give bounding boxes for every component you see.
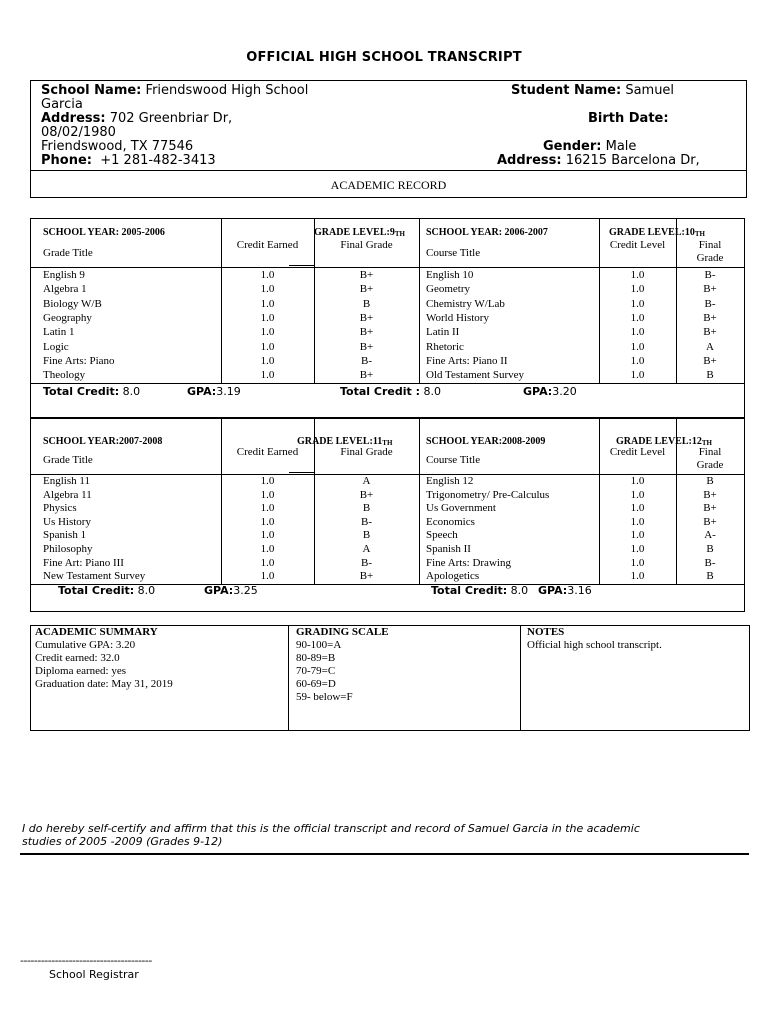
gpa <box>523 385 577 398</box>
school-phone-line <box>41 154 216 168</box>
gpa-label: GPA: <box>187 385 217 398</box>
course-credit: 1.0 <box>260 515 275 528</box>
column-header-credit: Credit Level <box>609 239 666 251</box>
course-grade: B <box>362 297 371 310</box>
summary-divider <box>288 626 289 730</box>
course-grade: A <box>362 543 371 555</box>
row-divider <box>289 472 314 473</box>
course-credit: 1.0 <box>260 556 275 569</box>
gpa-value: 3.19 <box>216 385 241 398</box>
page-title: OFFICIAL HIGH SCHOOL TRANSCRIPT <box>246 50 522 65</box>
grade-level-suffix: TH <box>382 439 393 447</box>
header-info-box <box>30 80 747 171</box>
course-name: Latin II <box>426 326 460 339</box>
course-name: Fine Art: Piano III <box>43 556 124 569</box>
summary-line: Cumulative GPA: 3.20 <box>35 639 136 651</box>
course-grade: B+ <box>359 326 374 339</box>
column-header-grade: Final Grade <box>340 446 393 458</box>
total-credit <box>431 584 528 597</box>
course-name: Speech <box>426 529 458 542</box>
course-grade: B+ <box>703 354 717 367</box>
course-name: English 12 <box>426 475 474 487</box>
course-credit: 1.0 <box>260 488 275 501</box>
course-credit: 1.0 <box>260 529 275 542</box>
school-year-header: SCHOOL YEAR: 2005-2006 <box>43 227 165 238</box>
course-grade: B- <box>704 297 716 310</box>
total-credit <box>43 385 140 398</box>
course-credit: 1.0 <box>260 369 275 382</box>
course-name: Latin 1 <box>43 326 75 339</box>
course-grade: B+ <box>703 502 717 515</box>
grade-level-label: GRADE LEVEL:10 <box>609 227 695 238</box>
course-grade: B+ <box>359 340 374 353</box>
total-credit-label: Total Credit: <box>43 385 120 398</box>
gpa <box>187 385 241 398</box>
gpa-label: GPA: <box>204 584 234 597</box>
course-grade: B- <box>704 269 716 281</box>
course-grade: B+ <box>703 311 717 324</box>
course-name: New Testament Survey <box>43 570 146 583</box>
column-header-credit: Credit Earned <box>236 446 299 458</box>
school-address-value: 702 Greenbriar Dr, <box>109 111 233 126</box>
course-grade: B+ <box>359 570 374 583</box>
notes-line: Official high school transcript. <box>527 639 662 651</box>
course-credit: 1.0 <box>260 311 275 324</box>
student-address-label: Address: <box>497 153 562 168</box>
course-credit: 1.0 <box>260 570 275 583</box>
course-credit: 1.0 <box>260 543 275 555</box>
course-grade: A <box>362 475 371 487</box>
course-credit: 1.0 <box>630 354 645 367</box>
course-name: Spanish 1 <box>43 529 87 542</box>
gpa-label: GPA: <box>523 385 553 398</box>
course-grade: B <box>362 502 371 515</box>
column-header-title: Course Title <box>426 454 481 466</box>
gender-line <box>543 140 636 154</box>
signature-line: -------------------------------------- <box>20 954 152 967</box>
course-name: Us History <box>43 515 91 528</box>
course-credit: 1.0 <box>260 297 275 310</box>
course-name: Philosophy <box>43 543 93 555</box>
course-grade: B+ <box>359 488 374 501</box>
course-grade: B- <box>361 515 372 528</box>
academic-record-banner <box>30 171 747 198</box>
course-name: Old Testament Survey <box>426 369 525 382</box>
birth-date-label-text: Birth Date: <box>588 111 669 126</box>
course-credit: 1.0 <box>260 269 275 281</box>
course-name: Economics <box>426 515 475 528</box>
course-credit: 1.0 <box>630 529 645 542</box>
total-credit-value: 8.0 <box>137 584 156 597</box>
grade-level-suffix: TH <box>701 439 712 447</box>
notes <box>527 626 662 652</box>
column-header-credit: Credit Earned <box>236 239 299 251</box>
course-name: Rhetoric <box>426 340 464 353</box>
course-name: Geometry <box>426 283 470 296</box>
course-name: Apologetics <box>426 570 480 583</box>
summary-line: Graduation date: May 31, 2019 <box>35 678 173 690</box>
column-header-title: Grade Title <box>43 247 93 259</box>
grading-line: 70-79=C <box>296 665 336 677</box>
total-credit <box>340 385 441 398</box>
course-credit: 1.0 <box>630 488 645 501</box>
certification-rule <box>20 853 749 855</box>
grade-level-suffix: TH <box>394 230 405 238</box>
course-credit: 1.0 <box>260 475 275 487</box>
school-year-header: SCHOOL YEAR:2008-2009 <box>426 436 546 447</box>
column-header-title: Grade Title <box>43 454 93 466</box>
total-credit-label: Total Credit : <box>340 385 420 398</box>
grade-level-label: GRADE LEVEL:9 <box>314 227 395 238</box>
student-name-last: Garcia <box>41 97 83 112</box>
course-credit: 1.0 <box>630 475 645 487</box>
course-grade: B+ <box>359 269 374 281</box>
school-name-label: School Name: <box>41 83 142 98</box>
total-credit-value: 8.0 <box>510 584 529 597</box>
course-grade: B+ <box>359 369 374 382</box>
course-credit: 1.0 <box>630 269 645 281</box>
course-grade: A- <box>704 529 716 542</box>
course-name: Logic <box>43 340 69 353</box>
course-grade: B- <box>361 354 372 367</box>
grading-line: 80-89=B <box>296 652 336 664</box>
course-name: Fine Arts: Piano II <box>426 354 508 367</box>
course-name: English 9 <box>43 269 85 281</box>
academic-summary-heading: ACADEMIC SUMMARY <box>35 626 158 638</box>
course-credit: 1.0 <box>630 570 645 583</box>
course-grade: B+ <box>703 515 717 528</box>
course-grade: B+ <box>703 283 717 296</box>
school-address-line <box>41 112 232 126</box>
course-name: Geography <box>43 311 92 324</box>
grading-scale <box>296 626 389 704</box>
course-name: Chemistry W/Lab <box>426 297 505 310</box>
total-credit-value: 8.0 <box>423 385 441 398</box>
summary-line: Diploma earned: yes <box>35 665 127 677</box>
course-grade: B- <box>704 556 716 569</box>
course-name: Physics <box>43 502 77 515</box>
course-credit: 1.0 <box>630 369 645 382</box>
course-credit: 1.0 <box>260 502 275 515</box>
course-grade: B+ <box>359 311 374 324</box>
course-grade: B <box>362 529 371 542</box>
course-name: English 10 <box>426 269 474 281</box>
gender-label: Gender: <box>543 139 602 154</box>
column-header-title: Course Title <box>426 247 481 259</box>
school-address-label: Address: <box>41 111 106 126</box>
row-divider <box>289 265 314 266</box>
grading-scale-heading: GRADING SCALE <box>296 626 389 638</box>
course-grade: B <box>706 369 714 382</box>
grading-line: 59- below=F <box>296 691 353 703</box>
course-grade: B+ <box>359 283 374 296</box>
total-credit-label: Total Credit: <box>431 584 508 597</box>
column-header-grade: Final Grade <box>696 239 724 264</box>
summary-divider <box>520 626 521 730</box>
school-phone-value: +1 281-482-3413 <box>100 153 216 168</box>
student-name-label: Student Name: <box>511 83 622 98</box>
school-city: Friendswood, TX 77546 <box>41 139 194 154</box>
birth-date-label <box>588 112 669 126</box>
course-credit: 1.0 <box>630 502 645 515</box>
student-address-value: 16215 Barcelona Dr, <box>565 153 700 168</box>
gpa-value: 3.16 <box>567 584 592 597</box>
course-name: Algebra 1 <box>43 283 87 296</box>
total-credit <box>58 584 155 597</box>
school-phone-label: Phone: <box>41 153 92 168</box>
row-divider <box>31 267 744 268</box>
course-credit: 1.0 <box>260 354 275 367</box>
student-address-line <box>497 154 700 168</box>
column-divider <box>419 419 420 584</box>
summary-line: Credit earned: 32.0 <box>35 652 120 664</box>
total-credit-value: 8.0 <box>122 385 141 398</box>
school-name-value: Friendswood High School <box>145 83 309 98</box>
year-block-grade-9-10 <box>30 218 745 418</box>
course-grade: B <box>706 475 714 487</box>
course-grade: B <box>706 570 714 583</box>
course-name: Algebra 11 <box>43 488 92 501</box>
grade-level-label: GRADE LEVEL:12 <box>616 436 702 447</box>
certification-statement: I do hereby self-certify and affirm that this is the official transcript and record of Samuel Garcia in the academic studies of 2005 -2009 (Grades 9-12) <box>22 822 640 848</box>
course-grade: A <box>706 340 714 353</box>
course-grade: B+ <box>703 326 717 339</box>
notes-heading: NOTES <box>527 626 565 638</box>
total-credit-label: Total Credit: <box>58 584 135 597</box>
birth-date-value: 08/02/1980 <box>41 125 116 140</box>
column-header-grade: Final Grade <box>340 239 393 251</box>
course-name: Trigonometry/ Pre-Calculus <box>426 488 550 501</box>
academic-record-label: ACADEMIC RECORD <box>330 178 447 192</box>
course-name: Theology <box>43 369 86 382</box>
gpa-value: 3.25 <box>233 584 258 597</box>
grade-level-label: GRADE LEVEL:11 <box>297 436 383 447</box>
course-credit: 1.0 <box>630 340 645 353</box>
course-credit: 1.0 <box>630 283 645 296</box>
course-credit: 1.0 <box>630 556 645 569</box>
course-name: Biology W/B <box>43 297 102 310</box>
course-credit: 1.0 <box>260 340 275 353</box>
course-credit: 1.0 <box>630 543 645 555</box>
grade-level-header <box>609 227 705 238</box>
gpa-label: GPA: <box>538 584 568 597</box>
school-year-header: SCHOOL YEAR: 2006-2007 <box>426 227 548 238</box>
course-credit: 1.0 <box>630 515 645 528</box>
gpa <box>538 584 592 597</box>
column-header-credit: Credit Level <box>609 446 666 458</box>
course-credit: 1.0 <box>630 311 645 324</box>
grading-line: 90-100=A <box>296 639 342 651</box>
gpa <box>204 584 258 597</box>
row-divider <box>31 383 744 384</box>
course-name: Fine Arts: Piano <box>43 354 115 367</box>
grade-level-header <box>314 227 405 238</box>
gpa-value: 3.20 <box>552 385 577 398</box>
grade-level-suffix: TH <box>694 230 705 238</box>
summary-box <box>30 625 750 731</box>
course-name: English 11 <box>43 475 90 487</box>
column-divider <box>419 219 420 383</box>
column-header-grade: Final Grade <box>696 446 724 471</box>
course-credit: 1.0 <box>260 283 275 296</box>
course-name: World History <box>426 311 489 324</box>
course-credit: 1.0 <box>630 326 645 339</box>
course-grade: B <box>706 543 714 555</box>
course-credit: 1.0 <box>630 297 645 310</box>
course-name: Spanish II <box>426 543 471 555</box>
grading-line: 60-69=D <box>296 678 336 690</box>
school-year-header: SCHOOL YEAR:2007-2008 <box>43 436 163 447</box>
student-name-first: Samuel <box>625 83 675 98</box>
signature-label: School Registrar <box>49 968 139 981</box>
academic-summary <box>35 626 173 691</box>
course-credit: 1.0 <box>260 326 275 339</box>
course-name: Us Government <box>426 502 496 515</box>
course-name: Fine Arts: Drawing <box>426 556 511 569</box>
course-grade: B- <box>361 556 372 569</box>
school-name-line <box>41 84 308 98</box>
student-name-line <box>511 84 674 98</box>
year-block-grade-11-12 <box>30 418 745 612</box>
course-grade: B+ <box>703 488 717 501</box>
gender-value: Male <box>605 139 637 154</box>
